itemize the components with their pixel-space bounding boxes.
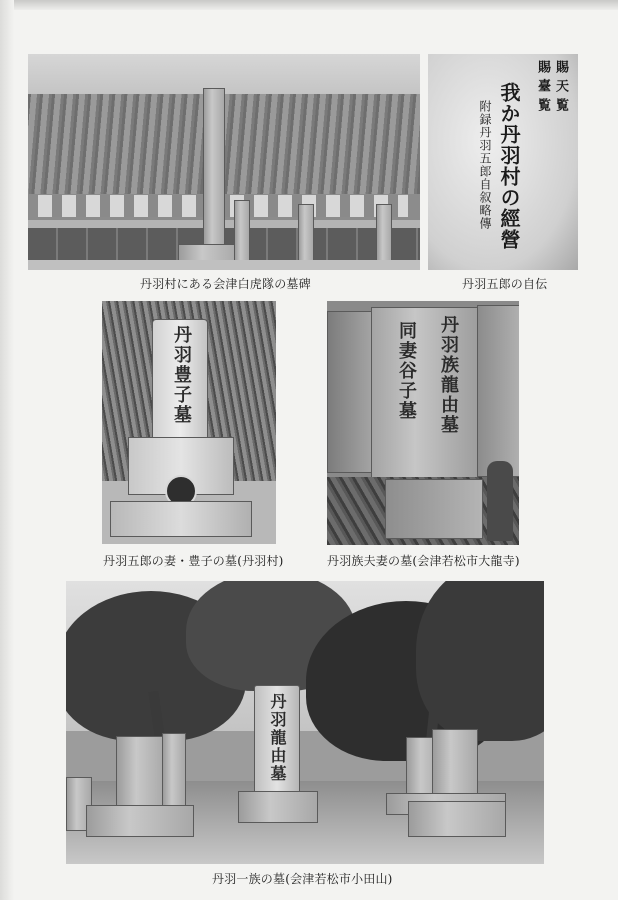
memorial-pillar (203, 88, 225, 250)
photo-family-graves (66, 581, 544, 864)
stamp-line2: 賜臺覧 (535, 60, 550, 117)
toyoko-gravestone-text: 丹羽豊子墓 (171, 325, 192, 425)
scan-edge-left (0, 0, 14, 900)
caption-photo1: 丹羽村にある会津白虎隊の墓碑 (140, 277, 311, 291)
book-title: 我か丹羽村の經營 (497, 82, 521, 250)
caption-photo3: 丹羽五郎の妻・豊子の墓(丹羽村) (103, 554, 284, 568)
visitor-figure (487, 461, 513, 541)
photo-couple-grave (327, 301, 519, 545)
photo-toyoko-grave (102, 301, 276, 544)
family-gravestone-text: 丹羽龍由墓 (268, 693, 287, 783)
couple-gravestone-right: 丹羽族龍由墓 (438, 315, 459, 435)
caption-photo5: 丹羽一族の墓(会津若松市小田山) (212, 872, 393, 886)
photo-autobiography-cover (428, 54, 578, 270)
caption-photo4: 丹羽族夫妻の墓(会津若松市大龍寺) (327, 554, 520, 568)
couple-gravestone-left: 同妻谷子墓 (396, 321, 417, 421)
photo-byakkotai-memorial (28, 54, 420, 270)
stamp-line1: 賜天覧 (553, 60, 568, 117)
couple-gravestone (371, 307, 481, 481)
book-subtitle: 附録丹羽五郎自叙略傳 (478, 100, 492, 230)
scan-edge-top (0, 0, 618, 10)
toyoko-base-lower (110, 501, 252, 537)
caption-photo2: 丹羽五郎の自伝 (462, 277, 548, 291)
